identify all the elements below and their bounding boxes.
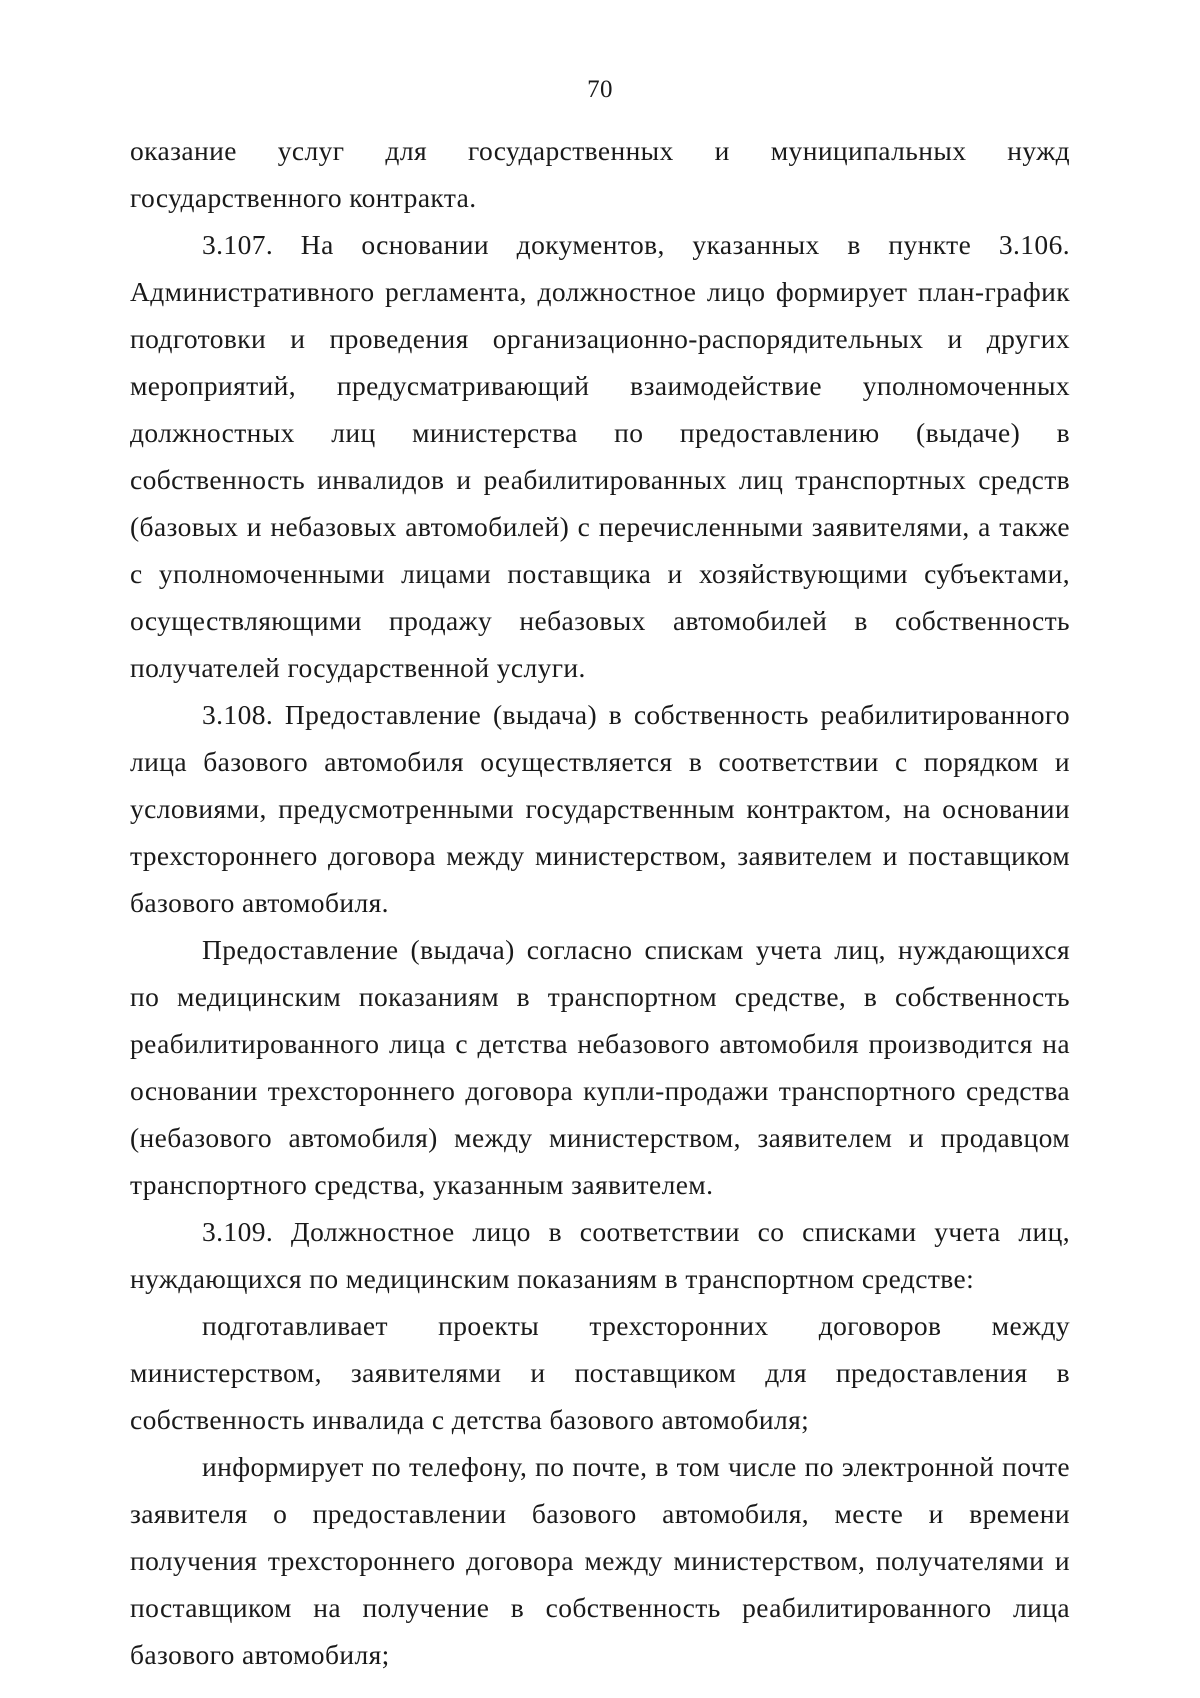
document-body: [130, 127, 1070, 1678]
paragraph-nonbase-vehicle: Предоставление (выдача) согласно спискам учета лиц, нуждающихся по медицинским показаниям в транспортном средстве, в собственность реабилитированного лица с детства небазового автомобиля производится на основании трехстороннего договора купли-продажи транспортного средства (небазового автомобиля) между министерством, заявителем и продавцом транспортного средства, указанным заявителем.: [130, 934, 1070, 1200]
paragraph-prepares-contracts: подготавливает проекты трехсторонних договоров между министерством, заявителями и поставщиком для предоставления в собственность инвалида с детства базового автомобиля;: [130, 1310, 1070, 1435]
paragraph-3-108: 3.108. Предоставление (выдача) в собственность реабилитированного лица базового автомобиля осуществляется в соответствии с порядком и условиями, предусмотренными государственным контрактом, на основании трехстороннего договора между министерством, заявителем и поставщиком базового автомобиля.: [130, 699, 1070, 918]
paragraph-3-107: 3.107. На основании документов, указанных в пункте 3.106. Административного регламента, должностное лицо формирует план-график подготовки и проведения организационно-распорядительных и других мероприятий, предусматривающий взаимодействие уполномоченных должностных лиц министерства по предоставлению (выдаче) в собственность инвалидов и реабилитированных лиц транспортных средств (базовых и небазовых автомобилей) с перечисленными заявителями, а также с уполномоченными лицами поставщика и хозяйствующими субъектами, осуществляющими продажу небазовых автомобилей в собственность получателей государственной услуги.: [130, 229, 1070, 683]
page-number: 70: [587, 76, 613, 103]
paragraph-3-109: 3.109. Должностное лицо в соответствии со списками учета лиц, нуждающихся по медицинским показаниям в транспортном средстве:: [130, 1216, 1070, 1294]
paragraph-contract-continuation: оказание услуг для государственных и муниципальных нужд государственного контракта.: [130, 135, 1070, 213]
paragraph-informs-applicant: информирует по телефону, по почте, в том числе по электронной почте заявителя о предоставлении базового автомобиля, месте и времени получения трехстороннего договора между министерством, получателями и поставщиком на получение в собственность реабилитированного лица базового автомобиля;: [130, 1451, 1070, 1670]
